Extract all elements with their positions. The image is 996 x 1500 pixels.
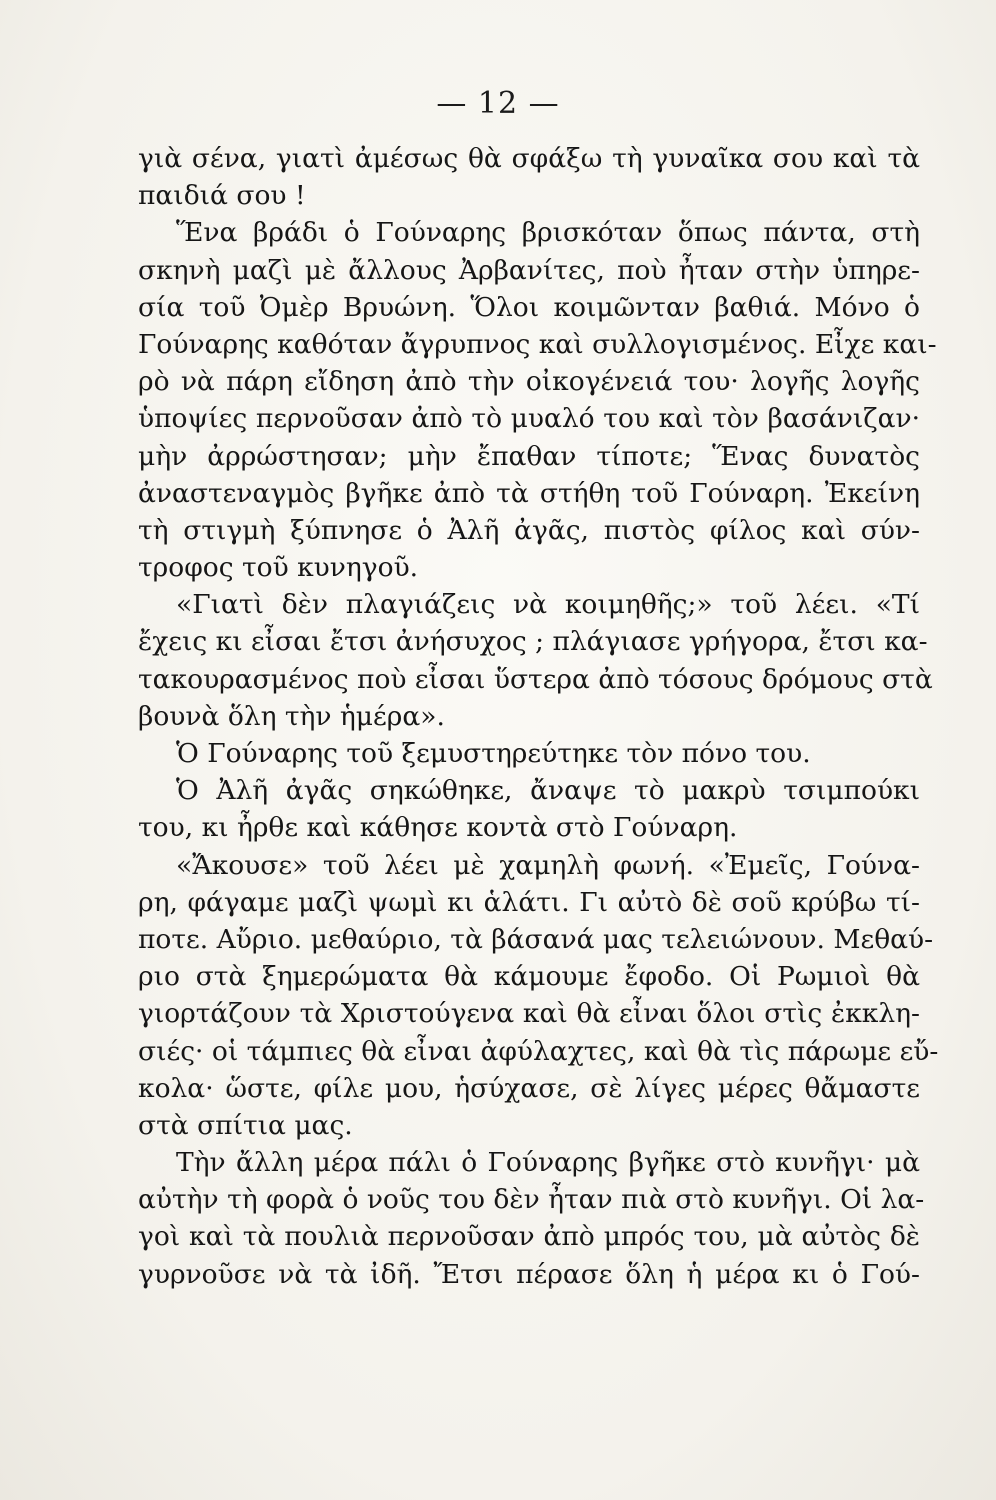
body-text <box>138 140 939 1293</box>
text-line: ρη, φάγαμε μαζὶ ψωμὶ κι ἁλάτι. Γι αὐτὸ δὲ σοῦ κρύβω τί- <box>138 886 920 918</box>
text-line: βουνὰ ὅλη τὴν ἡμέρα». <box>138 700 445 732</box>
text-line: Γούναρης καθόταν ἄγρυπνος καὶ συλλογισμένος. Εἶχε και- <box>138 328 937 360</box>
text-line: ὑποψίες περνοῦσαν ἀπὸ τὸ μυαλό του καὶ τὸν βασάνιζαν· <box>138 403 920 435</box>
text-line: ποτε. Αὔριο. μεθαύριο, τὰ βάσανά μας τελειώνουν. Μεθαύ- <box>138 923 934 955</box>
text-line: γυρνοῦσε νὰ τὰ ἰδῆ. Ἔτσι πέρασε ὅλη ἡ μέρα κι ὁ Γού- <box>138 1258 920 1290</box>
text-line: «Γιατὶ δὲν πλαγιάζεις νὰ κοιμηθῆς;» τοῦ λέει. «Τί <box>176 589 920 621</box>
text-line: γοὶ καὶ τὰ πουλιὰ περνοῦσαν ἀπὸ μπρός του, μὰ αὐτὸς δὲ <box>138 1221 920 1253</box>
text-line: Ἕνα βράδι ὁ Γούναρης βρισκόταν ὅπως πάντα, στὴ <box>176 217 920 249</box>
text-line: ρὸ νὰ πάρη εἴδηση ἀπὸ τὴν οἰκογένειά του· λογῆς λογῆς <box>138 366 920 398</box>
text-line: ἔχεις κι εἶσαι ἔτσι ἀνήσυχος ; πλάγιασε γρήγορα, ἔτσι κα- <box>138 626 928 658</box>
text-line: γιὰ σένα, γιατὶ ἀμέσως θὰ σφάξω τὴ γυναῖκα σου καὶ τὰ <box>138 143 920 174</box>
text-line: ριο στὰ ξημερώματα θὰ κάμουμε ἔφοδο. Οἱ Ρωμιοὶ θὰ <box>138 961 920 993</box>
text-line: Ὁ Ἀλῆ ἀγᾶς σηκώθηκε, ἄναψε τὸ μακρὺ τσιμπούκι <box>176 775 920 807</box>
page-number: — 12 — <box>436 86 560 121</box>
text-line: «Ἄκουσε» τοῦ λέει μὲ χαμηλὴ φωνή. «Ἐμεῖς, Γούνα- <box>176 849 920 881</box>
text-line: μὴν ἀρρώστησαν; μὴν ἔπαθαν τίποτε; Ἕνας δυνατὸς <box>138 440 920 472</box>
text-line: τροφος τοῦ κυνηγοῦ. <box>138 552 419 584</box>
text-line: γιορτάζουν τὰ Χριστούγενα καὶ θὰ εἶναι ὅλοι στὶς ἐκκλη- <box>138 998 920 1030</box>
text-line: σία τοῦ Ὀμὲρ Βρυώνη. Ὅλοι κοιμῶνταν βαθιά. Μόνο ὁ <box>138 291 920 323</box>
text-line: του, κι ἦρθε καὶ κάθησε κοντὰ στὸ Γούναρη. <box>138 812 738 844</box>
text-line: στὰ σπίτια μας. <box>138 1109 353 1141</box>
text-line: ἀναστεναγμὸς βγῆκε ἀπὸ τὰ στήθη τοῦ Γούναρη. Ἐκείνη <box>138 477 920 509</box>
text-line: σκηνὴ μαζὶ μὲ ἄλλους Ἀρβανίτες, ποὺ ἦταν στὴν ὑπηρε- <box>138 254 920 286</box>
text-line: Ὁ Γούναρης τοῦ ξεμυστηρεύτηκε τὸν πόνο του. <box>176 738 811 769</box>
text-line: κολα· ὥστε, φίλε μου, ἡσύχασε, σὲ λίγες μέρες θἄμαστε <box>138 1072 920 1104</box>
text-line: τὴ στιγμὴ ξύπνησε ὁ Ἀλῆ ἀγᾶς, πιστὸς φίλος καὶ σύν- <box>138 514 920 546</box>
text-line: παιδιά σου ! <box>138 180 306 212</box>
text-line: τακουρασμένος ποὺ εἶσαι ὕστερα ἀπὸ τόσους δρόμους στὰ <box>138 663 933 695</box>
text-line: Τὴν ἄλλη μέρα πάλι ὁ Γούναρης βγῆκε στὸ κυνῆγι· μὰ <box>176 1147 920 1179</box>
text-line: αὐτὴν τὴ φορὰ ὁ νοῦς του δὲν ἦταν πιὰ στὸ κυνῆγι. Οἱ λα- <box>138 1184 925 1216</box>
text-line: σιές· οἱ τάμπιες θὰ εἶναι ἀφύλαχτες, καὶ θὰ τὶς πάρωμε εὔ- <box>138 1035 939 1067</box>
